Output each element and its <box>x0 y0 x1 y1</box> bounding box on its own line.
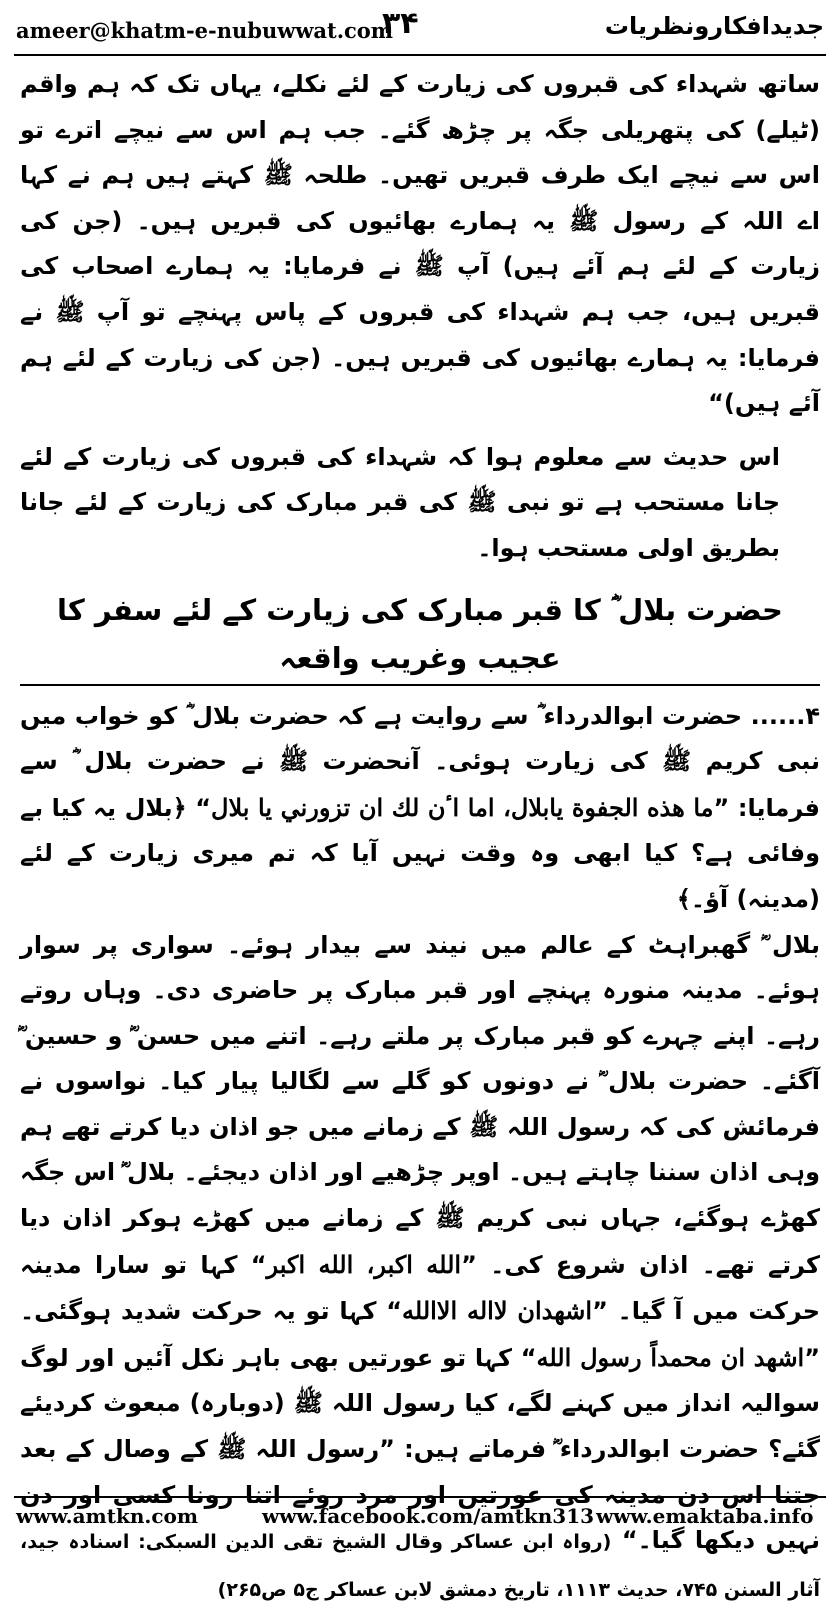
quote-block: ساتھ شہداء کی قبروں کی زیارت کے لئے نکلے، یہاں تک کہ ہم واقم (ٹیلے) کی پتھریلی جگہ پر چڑھ گئے۔ جب ہم اس سے نیچے اترے تو اس سے نیچے ایک طرف قبریں تھیں۔ طلحہ ﷺ کہتے ہیں ہم نے کہا اے اللہ کے رسول ﷺ یہ ہمارے بھائیوں کی قبریں ہیں۔ (جن کی زیارت کے لئے ہم آئے ہیں) آپ ﷺ نے فرمایا: یہ ہمارے اصحاب کی قبریں ہیں، جب ہم شہداء کی قبروں کے پاس پہنچے تو آپ ﷺ نے فرمایا: یہ ہمارے بھائیوں کی قبریں ہیں۔ (جن کی زیارت کے لئے ہم آئے ہیں)“ <box>20 62 820 427</box>
footer-divider <box>14 1496 826 1498</box>
hadith-paragraph <box>20 694 820 923</box>
arabic-shahada-2: اشهد ان محمداً رسول الله <box>536 1343 804 1372</box>
story-text-a: بلال ؓ گھبراہٹ کے عالم میں نیند سے بیدار ہوئے۔ سواری پر سوار ہوئے۔ مدینہ منورہ پہنچے اور قبر مبارک پر حاضری دی۔ وہاں روتے رہے۔ اپنے چہرے کو قبر مبارک پر ملتے رہے۔ اتنے میں حسن ؓ و حسین ؓ آگئے۔ حضرت بلال ؓ نے دونوں کو گلے سے لگالیا پیار کیا۔ نواسوں نے فرمائش کی کہ رسول اللہ ﷺ کے زمانے میں جو اذان دیا کرتے تھے ہم وہی اذان سننا چاہتے ہیں۔ اوپر چڑھیے اور اذان دیجئے۔ بلال ؓ اس جگہ کھڑے ہوگئے، جہاں نبی کریم ﷺ کے زمانے میں کھڑے ہوکر اذان دیا کرتے تھے۔ اذان شروع کی۔ ” <box>20 931 820 1279</box>
arabic-hadith: ما هذه الجفوة يابلال، اما اٴن لك ان تزورني يا بلال <box>211 793 714 822</box>
story-text-c: “ کہا تو یہ حرکت شدید ہوگئی۔ ” <box>20 1297 820 1372</box>
page-body <box>20 62 820 1613</box>
page-number: ۳۴ <box>382 6 419 41</box>
book-title: جدیدافکارونظریات <box>605 12 824 40</box>
hadith-text-b: “ ﴿بلال یہ کیا بے وفائی ہے؟ کیا ابھی وہ وقت نہیں آیا کہ تم میری زیارت کے لئے (مدینہ) آؤ۔﴾ <box>20 794 820 913</box>
section-heading: حضرت بلال ؓ کا قبر مبارک کی زیارت کے لئے سفر کا عجیب وغریب واقعہ <box>20 586 820 686</box>
footer-link-facebook[interactable]: www.facebook.com/amtkn313 <box>262 1504 594 1528</box>
arabic-takbir: الله اكبر، الله اكبر <box>267 1250 462 1279</box>
arabic-shahada-1: اشهدان لااله الاالله <box>402 1296 592 1325</box>
story-text-d: “ کہا تو عورتیں بھی باہر نکل آئیں اور لوگ سوالیہ انداز میں کہنے لگے، کیا رسول اللہ ﷺ (دوبارہ) مبعوث کردیئے گئے؟ حضرت ابوالدرداء ؓ فرماتے ہیں: ”رسول اللہ ﷺ کے وصال کے بعد جتنا اس دن مدینہ کی عورتیں اور مرد روئے اتنا رونا کسی اور دن نہیں دیکھا گیا۔“ <box>20 1344 820 1554</box>
story-text-b: “ کہا تو سارا مدینہ حرکت میں آ گیا۔ ” <box>20 1251 820 1326</box>
footer-link-emaktaba[interactable]: www.emaktaba.info <box>596 1504 814 1528</box>
header-divider <box>14 54 826 56</box>
page-header <box>0 0 840 56</box>
citation: (رواہ ابن عساکر وقال الشیخ تقی الدین السبکی: اسنادہ جید، آثار السنن ۷۴۵، حدیث ۱۱۱۳، تاریخ دمشق لابن عساکر ج۵ ص۲۶۵) <box>20 1531 820 1601</box>
hadith-text-a: ۴...... حضرت ابوالدرداء ؓ سے روایت ہے کہ حضرت بلال ؓ کو خواب میں نبی کریم ﷺ کی زیارت ہوئی۔ آنحضرت ﷺ نے حضرت بلال ؓ سے فرمایا: ” <box>20 702 820 822</box>
header-email: ameer@khatm-e-nubuwwat.com <box>16 18 393 43</box>
footer-link-amtkn[interactable]: www.amtkn.com <box>16 1504 198 1528</box>
conclusion-paragraph: اس حدیث سے معلوم ہوا کہ شہداء کی قبروں کی زیارت کے لئے جانا مستحب ہے تو نبی ﷺ کی قبر مبارک کی زیارت کے لئے جانا بطریق اولی مستحب ہوا۔ <box>20 435 820 572</box>
